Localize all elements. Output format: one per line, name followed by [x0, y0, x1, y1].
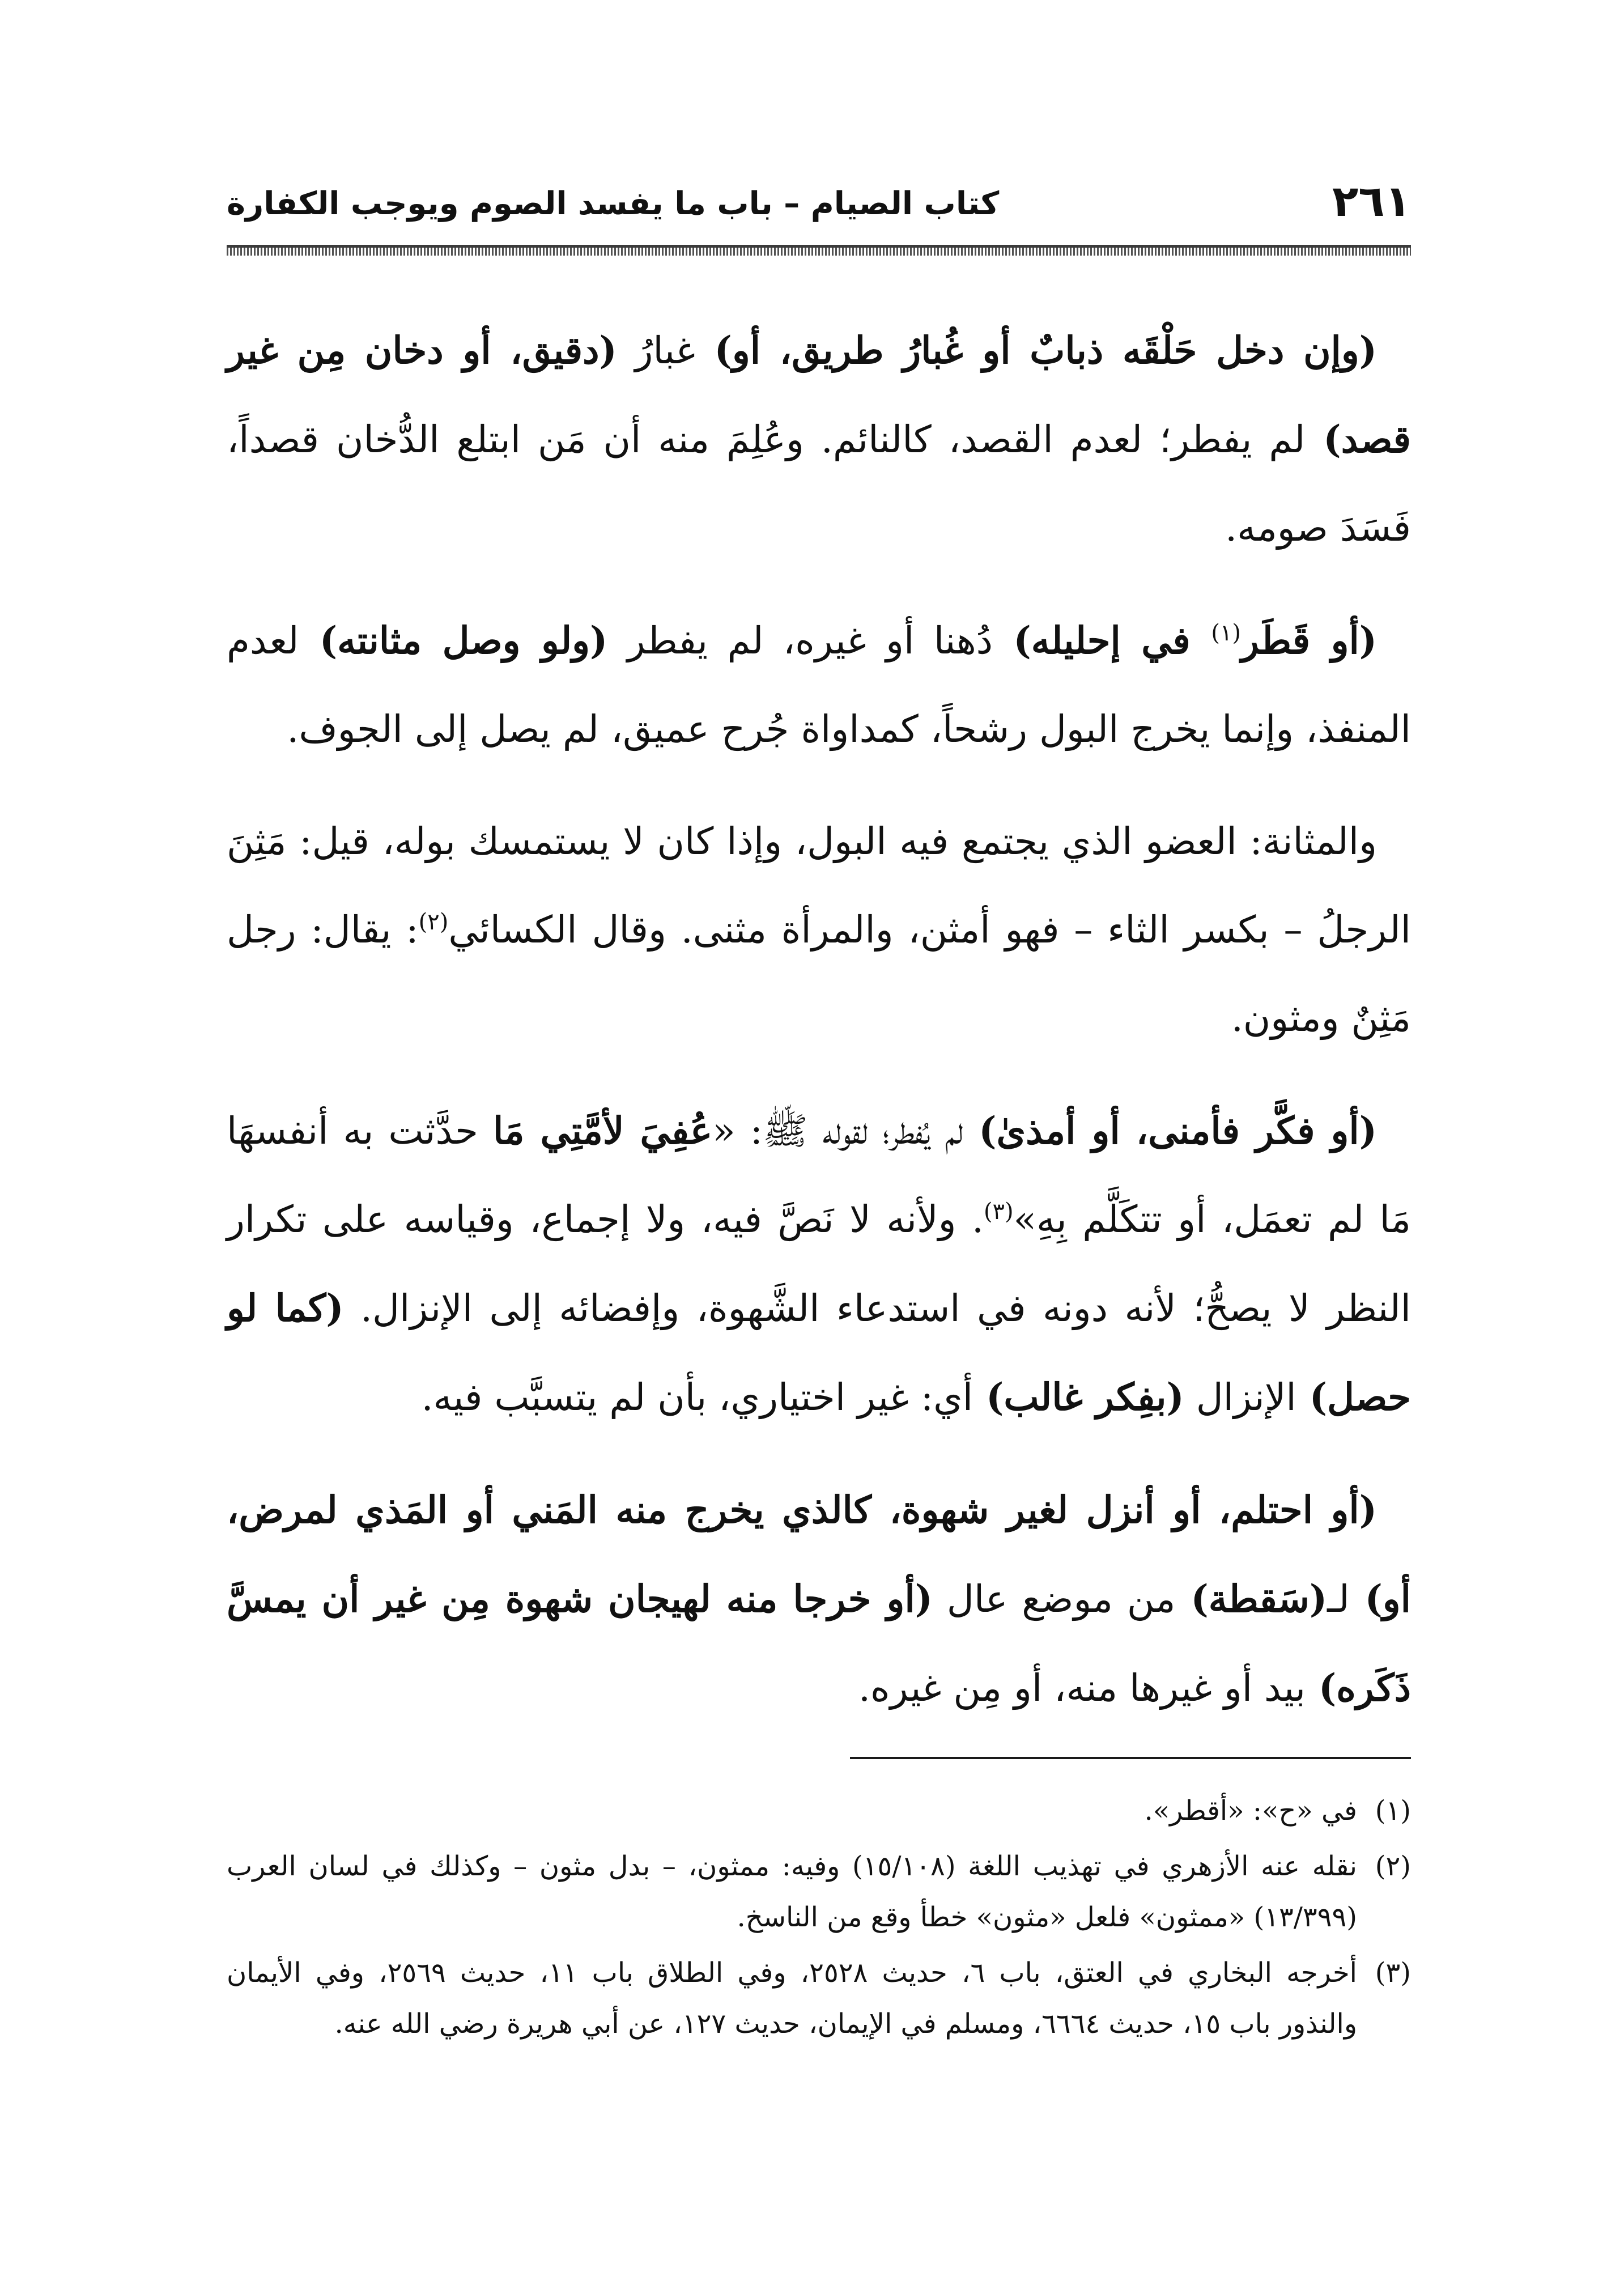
- footnote-ref: (١): [1211, 620, 1242, 646]
- text-run: . ولأنه لا نَصَّ فيه، ولا إجماع، وقياسه على تكرار النظر لا يصحُّ؛ لأنه دونه في استدعاء الشَّهوة، وإفضائه إلى الإنزال.: [227, 1198, 1411, 1330]
- bold-text: عُفِيَ لأمَّتِي مَا: [493, 1109, 713, 1153]
- footnote-text: في «ح»: «أقطر».: [1144, 1795, 1357, 1827]
- bold-text: (أو قَطَر: [1241, 618, 1378, 663]
- text-run: دُهنا أو غيره، لم يفطر: [607, 619, 993, 663]
- paragraph: [227, 596, 1411, 774]
- text-run: بيد أو غيرها منه، أو مِن غيره.: [858, 1666, 1306, 1710]
- footnote: [227, 1947, 1411, 2049]
- paragraph: [227, 797, 1411, 1063]
- bold-text: (وإن دخل حَلْقَه ذبابٌ أو غُبارُ طريق، أو): [695, 328, 1377, 372]
- paragraph: [227, 1086, 1411, 1442]
- text-run: الإنزال: [1184, 1375, 1296, 1419]
- text-run: حدَّثت به أنفسهَا مَا لم تعمَل، أو تتكَلَّم بِهِ»: [227, 1109, 1411, 1241]
- text-run: والمثانة: العضو الذي يجتمع فيه البول، وإذا كان لا يستمسك بوله، قيل: مَثِنَ الرجلُ – بكسر الثاء – فهو أمثن، والمرأة مثنى. وقال الكسائي: [227, 819, 1412, 952]
- paragraph: [227, 1466, 1411, 1733]
- text-run: لم يُفطر؛ لقوله ﷺ: «: [712, 1109, 963, 1153]
- footnotes: [227, 1785, 1411, 2054]
- running-title: كتاب الصيام – باب ما يفسد الصوم ويوجب الكفارة: [227, 185, 1000, 222]
- footnote: [227, 1785, 1411, 1836]
- bold-text: (أو فكَّر فأمنى، أو أمذىٰ): [963, 1109, 1377, 1153]
- text-run: : يقال: رجل مَثِنٌ ومثون.: [227, 908, 1411, 1040]
- footnote-text: أخرجه البخاري في العتق، باب ٦، حديث ٢٥٢٨، وفي الطلاق باب ١١، حديث ٢٥٦٩، وفي الأيمان والنذور باب ١٥، حديث ٦٦٦٤، ومسلم في الإيمان، حديث ١٢٧، عن أبي هريرة رضي الله عنه.: [227, 1957, 1357, 2040]
- paragraph: [227, 306, 1411, 572]
- footnote-separator: [850, 1757, 1411, 1759]
- footnote-number: (٢): [1375, 1850, 1411, 1882]
- footnote-ref: (٣): [983, 1199, 1014, 1225]
- footnote: [227, 1841, 1411, 1943]
- footnote-number: (٣): [1375, 1957, 1411, 1989]
- text-run: من موضع عال: [932, 1577, 1176, 1621]
- footnote-number: (١): [1375, 1795, 1411, 1827]
- text-run: أي: غير اختياري، بأن لم يتسبَّب فيه.: [421, 1375, 973, 1419]
- bold-text: (كما لو حصل): [227, 1286, 1411, 1419]
- bold-text: (أو خرجا منه لهيجان شهوة مِن غير أن يمسَّ ذَكَره): [227, 1577, 1411, 1710]
- bold-text: (أو احتلم، أو أنزل لغير شهوة، كالذي يخرج منه المَني أو المَذي لمرض، أو): [227, 1488, 1411, 1621]
- bold-text: (ولو وصل مثانته): [299, 618, 608, 663]
- main-text: [227, 306, 1411, 1756]
- text-run: لـ: [1327, 1577, 1350, 1621]
- text-run: لعدم المنفذ، وإنما يخرج البول رشحاً، كمداواة جُرح عميق، لم يصل إلى الجوف.: [227, 619, 1411, 751]
- page-header: [227, 170, 1411, 232]
- footnote-ref: (٢): [418, 909, 449, 935]
- header-rule: [227, 245, 1411, 256]
- bold-text: في إحليله): [993, 618, 1211, 663]
- bold-text: (سَقطة): [1175, 1577, 1328, 1621]
- bold-text: (بفِكر غالب): [973, 1375, 1184, 1419]
- footnote-text: نقله عنه الأزهري في تهذيب اللغة (١٥/١٠٨) وفيه: ممثون، – بدل مثون – وكذلك في لسان العرب (١٣/٣٩٩) «ممثون» فلعل «مثون» خطأ وقع من الناسخ.: [227, 1850, 1357, 1933]
- bold-text: (دقيق، أو دخان مِن غير قصد): [227, 328, 1411, 461]
- text-run: لم يفطر؛ لعدم القصد، كالنائم. وعُلِمَ منه أن مَن ابتلع الدُّخان قصداً، فَسَدَ صومه.: [227, 418, 1411, 550]
- text-run: غبارُ: [617, 329, 695, 372]
- page-number: ٢٦١: [1332, 176, 1411, 226]
